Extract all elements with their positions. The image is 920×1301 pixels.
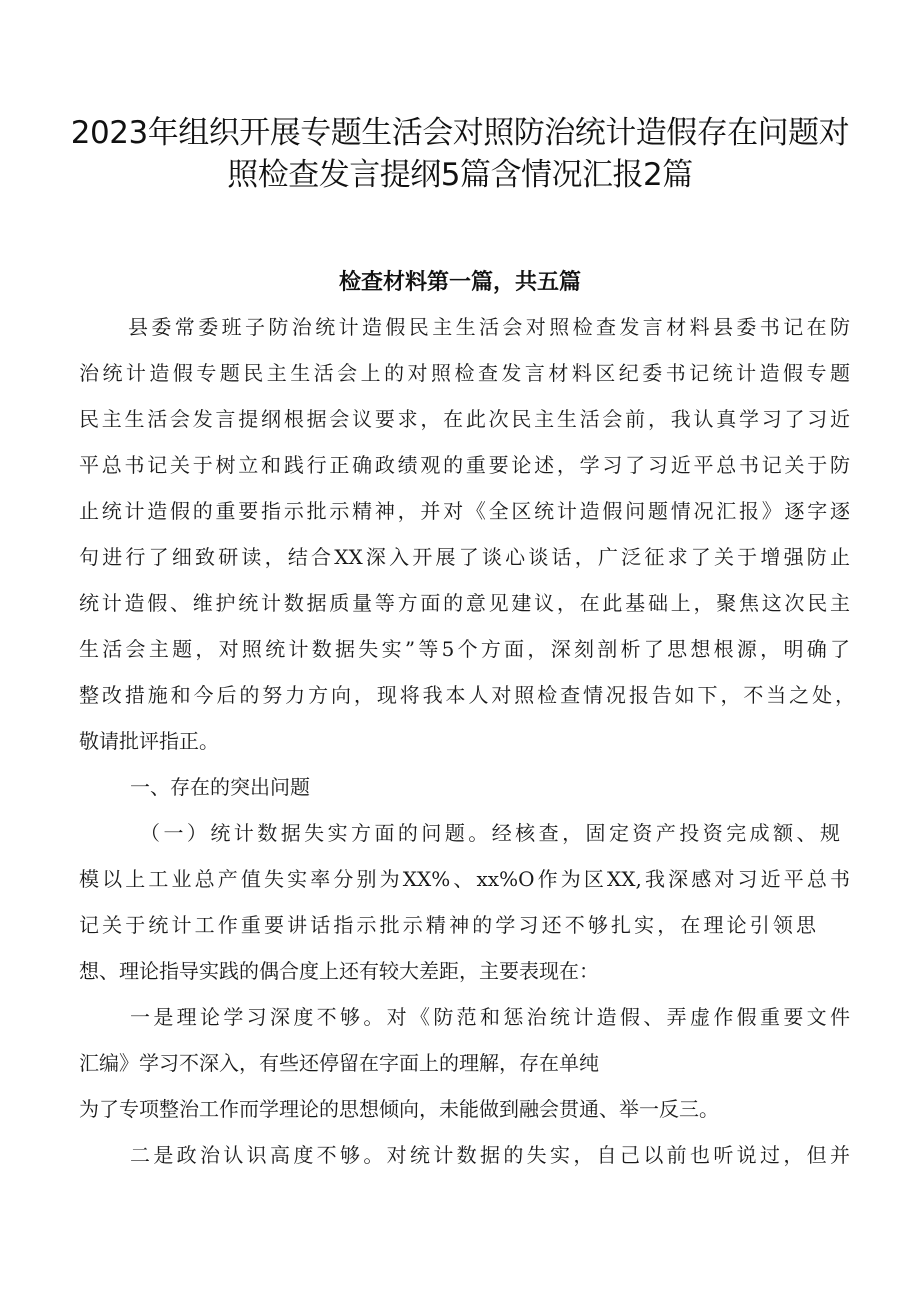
body-line: 汇编》学习不深入，有些还停留在字面上的理解，存在单纯 bbox=[79, 1051, 599, 1075]
body-line: 止统计造假的重要指示批示精神，并对《全区统计造假问题情况汇报》逐字逐 bbox=[79, 499, 850, 523]
body-line: 想、理论指导实践的偶合度上还有较大差距，主要表现在： bbox=[79, 959, 599, 983]
body-line: 一是理论学习深度不够。对《防范和惩治统计造假、弄虚作假重要文件 bbox=[130, 1005, 850, 1029]
body-line: （一）统计数据失实方面的问题。经核查，固定资产投资完成额、规 bbox=[140, 821, 840, 845]
body-line: 记关于统计工作重要讲话指示批示精神的学习还不够扎实，在理论引领思 bbox=[79, 913, 816, 937]
body-line: 二是政治认识高度不够。对统计数据的失实，自己以前也听说过，但并 bbox=[130, 1143, 850, 1167]
section-subheading: 一、存在的突出问题 bbox=[130, 775, 310, 799]
body-line: 句进行了细致研读，结合XX深入开展了谈心谈话，广泛征求了关于增强防止 bbox=[79, 545, 850, 569]
body-line: 治统计造假专题民主生活会上的对照检查发言材料区纪委书记统计造假专题 bbox=[79, 361, 850, 385]
body-line: 生活会主题，对照统计数据失实”等5个方面，深刻剖析了思想根源，明确了 bbox=[79, 637, 850, 661]
body-line: 统计造假、维护统计数据质量等方面的意见建议，在此基础上，聚焦这次民主 bbox=[79, 591, 850, 615]
document-title-line-2: 照检查发言提纲5篇含情况汇报2篇 bbox=[227, 157, 693, 193]
body-line: 为了专项整治工作而学理论的思想倾向，未能做到融会贯通、举一反三。 bbox=[79, 1097, 719, 1121]
body-line: 敬请批评指正。 bbox=[79, 729, 219, 753]
body-line: 平总书记关于树立和践行正确政绩观的重要论述，学习了习近平总书记关于防 bbox=[79, 453, 850, 477]
section-heading: 检查材料第一篇，共五篇 bbox=[338, 270, 581, 295]
document-title-line-1: 2023年组织开展专题生活会对照防治统计造假存在问题对 bbox=[70, 115, 850, 151]
body-line: 民主生活会发言提纲根据会议要求，在此次民主生活会前，我认真学习了习近 bbox=[79, 407, 850, 431]
body-line: 模以上工业总产值失实率分别为XX%、xx%O作为区XX,我深感对习近平总书 bbox=[79, 867, 850, 891]
document-title bbox=[60, 112, 860, 196]
body-line: 县委常委班子防治统计造假民主生活会对照检查发言材料县委书记在防 bbox=[128, 315, 850, 339]
body-line: 整改措施和今后的努力方向，现将我本人对照检查情况报告如下，不当之处， bbox=[79, 683, 855, 707]
